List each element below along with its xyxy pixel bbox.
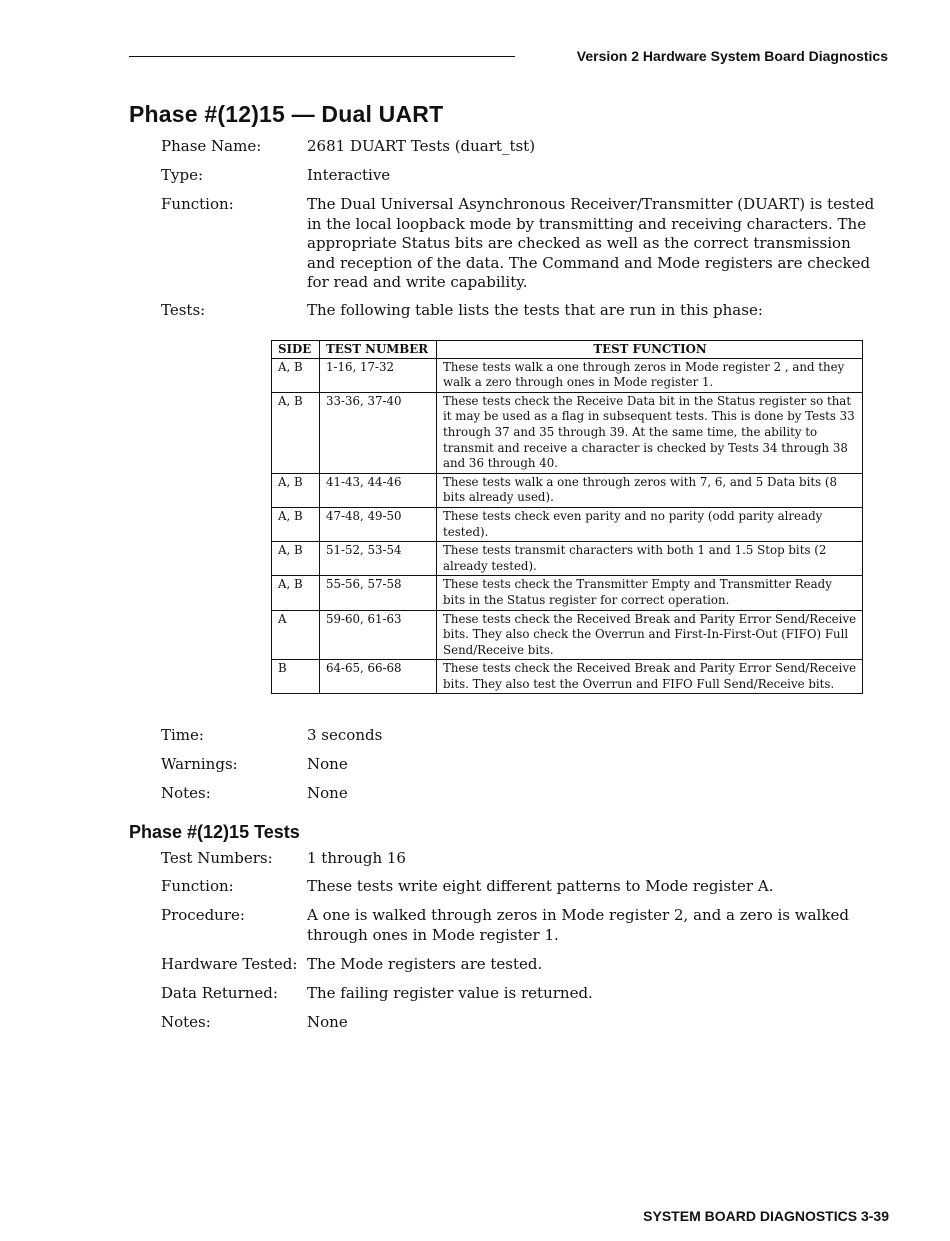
table-row (272, 392, 863, 473)
table-row (272, 542, 863, 576)
subsection-title: Phase #(12)15 Tests (129, 822, 300, 842)
cell-side: A (272, 610, 320, 660)
field-label: Function: (161, 877, 234, 895)
column-header-test-number: TEST NUMBER (320, 341, 437, 359)
cell-test-number: 64-65, 66-68 (320, 660, 437, 694)
section-title: Phase #(12)15 — Dual UART (129, 101, 444, 127)
cell-test-function: These tests check the Received Break and Parity Error Send/Receive bits. They also check the Overrun and First-In-First-Out (FIFO) Full Send/Receive bits. (437, 610, 863, 660)
page-footer: SYSTEM BOARD DIAGNOSTICS 3-39 (643, 1208, 889, 1224)
cell-side: B (272, 660, 320, 694)
table-row (272, 576, 863, 610)
cell-test-number: 55-56, 57-58 (320, 576, 437, 610)
header-rule (129, 56, 515, 57)
cell-test-function: These tests check even parity and no parity (odd parity already tested). (437, 507, 863, 541)
field-value: None (307, 784, 348, 802)
cell-test-function: These tests transmit characters with both 1 and 1.5 Stop bits (2 already tested). (437, 542, 863, 576)
column-header-side: SIDE (272, 341, 320, 359)
field-value: 3 seconds (307, 726, 383, 744)
cell-test-number: 41-43, 44-46 (320, 473, 437, 507)
field-label: Type: (161, 166, 204, 184)
table-header-row (272, 341, 863, 359)
cell-test-number: 47-48, 49-50 (320, 507, 437, 541)
table-row (272, 610, 863, 660)
cell-test-number: 33-36, 37-40 (320, 392, 437, 473)
cell-test-function: These tests walk a one through zeros with 7, 6, and 5 Data bits (8 bits already used). (437, 473, 863, 507)
column-header-test-function: TEST FUNCTION (437, 341, 863, 359)
running-header: Version 2 Hardware System Board Diagnostics (576, 48, 888, 64)
cell-test-number: 51-52, 53-54 (320, 542, 437, 576)
field-label: Hardware Tested: (161, 955, 298, 973)
field-label: Test Numbers: (161, 849, 273, 867)
cell-test-function: These tests check the Transmitter Empty and Transmitter Ready bits in the Status register for correct operation. (437, 576, 863, 610)
field-label: Warnings: (161, 755, 238, 773)
field-value: A one is walked through zeros in Mode register 2, and a zero is walked through ones in Mode register 1. (307, 906, 849, 944)
cell-test-function: These tests check the Received Break and Parity Error Send/Receive bits. They also test the Overrun and FIFO Full Send/Receive bits. (437, 660, 863, 694)
cell-test-number: 59-60, 61-63 (320, 610, 437, 660)
field-value: 1 through 16 (307, 849, 406, 867)
field-value: Interactive (307, 166, 391, 184)
field-value: None (307, 1013, 348, 1031)
tests-table (271, 340, 863, 694)
table-row (272, 358, 863, 392)
field-label: Phase Name: (161, 137, 262, 155)
field-value: The following table lists the tests that are run in this phase: (307, 301, 763, 319)
field-value: The Dual Universal Asynchronous Receiver/Transmitter (DUART) is tested in the local loopback mode by transmitting and receiving characters. The appropriate Status bits are checked as well as the correct transmission and reception of the data. The Command and Mode registers are checked for read and write capability. (307, 195, 875, 291)
field-value: The Mode registers are tested. (307, 955, 543, 973)
field-label: Procedure: (161, 906, 245, 924)
field-label: Data Returned: (161, 984, 278, 1002)
field-value: The failing register value is returned. (307, 984, 593, 1002)
cell-side: A, B (272, 576, 320, 610)
table-row (272, 507, 863, 541)
cell-side: A, B (272, 392, 320, 473)
table-row (272, 660, 863, 694)
cell-side: A, B (272, 542, 320, 576)
field-label: Time: (161, 726, 204, 744)
field-value: These tests write eight different patterns to Mode register A. (307, 877, 774, 895)
field-label: Function: (161, 195, 234, 213)
field-label: Tests: (161, 301, 206, 319)
cell-test-number: 1-16, 17-32 (320, 358, 437, 392)
cell-side: A, B (272, 473, 320, 507)
cell-side: A, B (272, 507, 320, 541)
field-label: Notes: (161, 1013, 211, 1031)
cell-test-function: These tests walk a one through zeros in Mode register 2 , and they walk a zero through ones in Mode register 1. (437, 358, 863, 392)
field-value: 2681 DUART Tests (duart_tst) (307, 137, 536, 155)
field-value: None (307, 755, 348, 773)
cell-side: A, B (272, 358, 320, 392)
table-row (272, 473, 863, 507)
field-label: Notes: (161, 784, 211, 802)
cell-test-function: These tests check the Receive Data bit in the Status register so that it may be used as a flag in subsequent tests. This is done by Tests 33 through 37 and 35 through 39. At the same time, the ability to transmit and receive a character is checked by Tests 34 through 38 and 36 through 40. (437, 392, 863, 473)
